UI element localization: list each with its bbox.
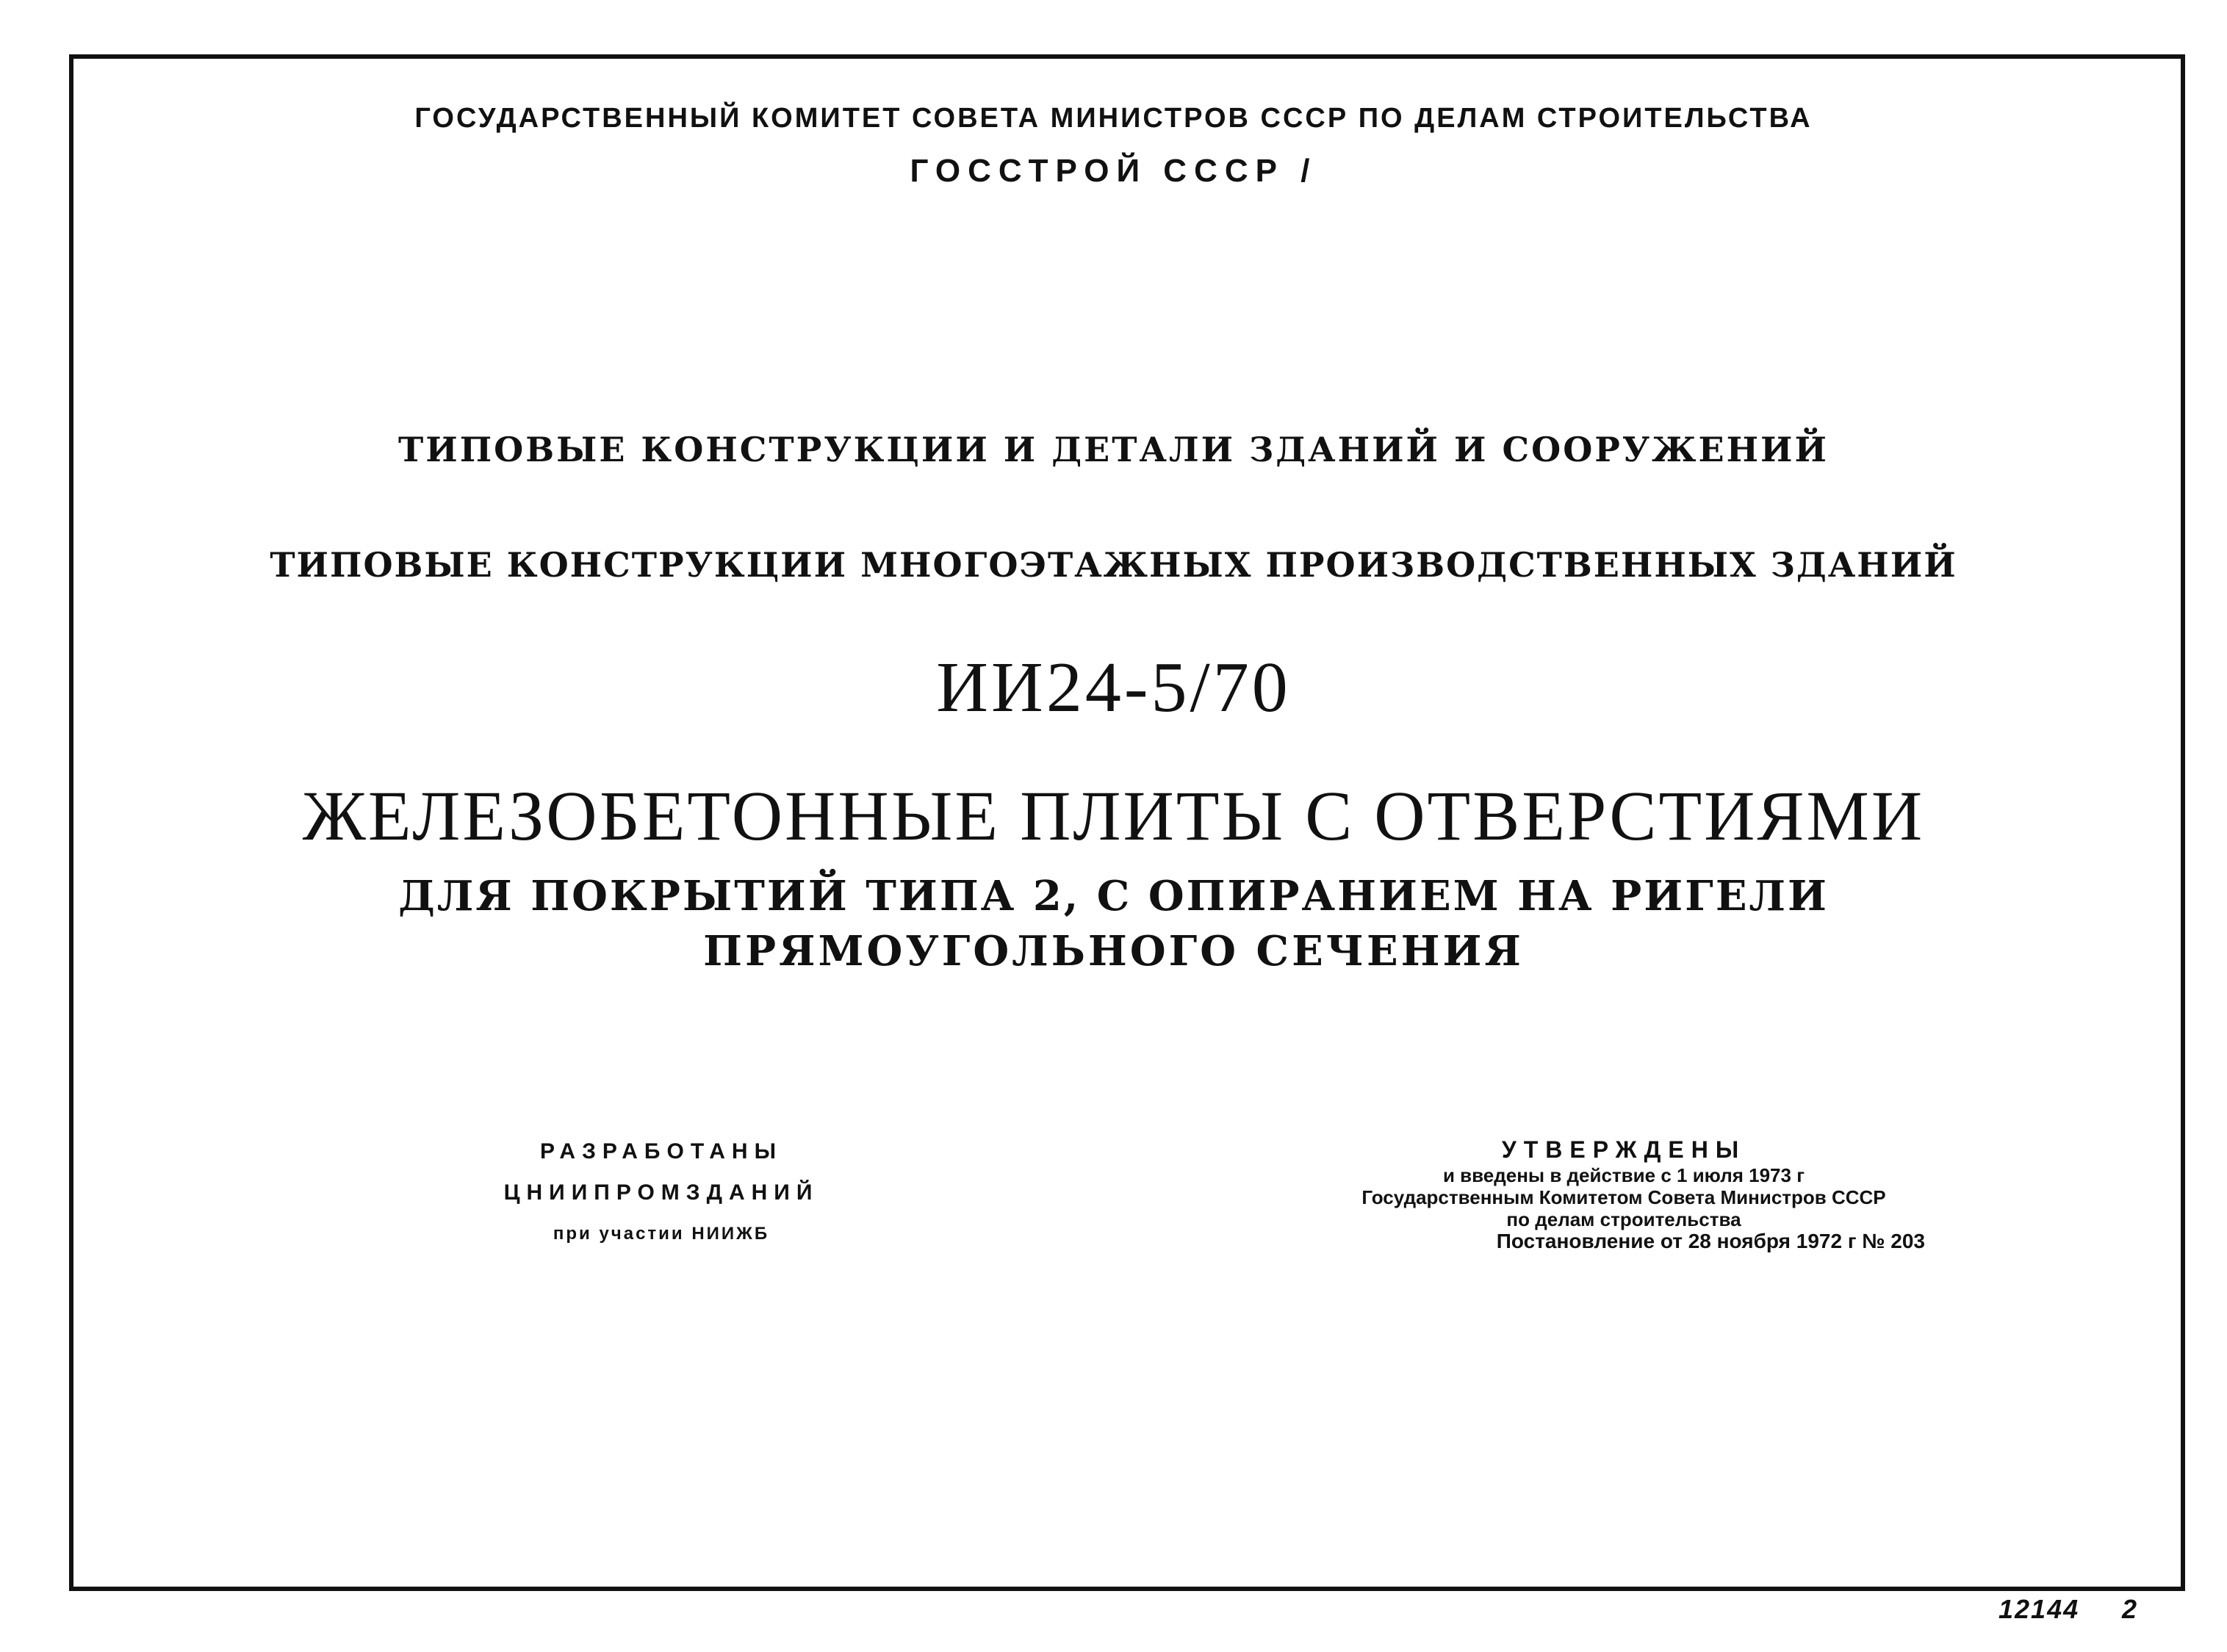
series-code: ИИ24-5/70	[936, 648, 1291, 727]
approved-block	[1286, 1135, 1962, 1252]
committee-header: ГОСУДАРСТВЕННЫЙ КОМИТЕТ СОВЕТА МИНИСТРОВ СССР ПО ДЕЛАМ СТРОИТЕЛЬСТВА	[414, 103, 1813, 134]
developed-block	[456, 1131, 867, 1255]
approved-line1: и введены в действие с 1 июля 1973 г	[1442, 1164, 1805, 1186]
approved-heading: УТВЕРЖДЕНЫ	[1501, 1136, 1746, 1163]
gosstroy-header: ГОССТРОЙ СССР /	[910, 153, 1317, 189]
approved-line2: Государственным Комитетом Совета Министров СССР	[1361, 1186, 1886, 1208]
approved-line3: по делам строительства	[1506, 1208, 1741, 1230]
document-subtitle-line2: ПРЯМОУГОЛЬНОГО СЕЧЕНИЯ	[703, 927, 1524, 975]
document-title: ЖЕЛЕЗОБЕТОННЫЕ ПЛИТЫ С ОТВЕРСТИЯМИ	[302, 776, 1925, 855]
document-number: 12144	[1998, 1594, 2080, 1624]
page-number: 2	[2122, 1594, 2137, 1624]
developed-heading: РАЗРАБОТАНЫ	[540, 1139, 782, 1164]
series-title: ТИПОВЫЕ КОНСТРУКЦИИ И ДЕТАЛИ ЗДАНИЙ И СООРУЖЕНИЙ	[398, 430, 1829, 469]
developed-participation: при участии НИИЖБ	[553, 1224, 770, 1244]
series-subtitle: ТИПОВЫЕ КОНСТРУКЦИИ МНОГОЭТАЖНЫХ ПРОИЗВОДСТВЕННЫХ ЗДАНИЙ	[270, 545, 1957, 585]
document-subtitle-line1: ДЛЯ ПОКРЫТИЙ ТИПА 2, С ОПИРАНИЕМ НА РИГЕЛИ	[398, 872, 1829, 920]
developed-org: ЦНИИПРОМЗДАНИЙ	[503, 1180, 819, 1205]
approved-line4: Постановление от 28 ноября 1972 г № 203	[1496, 1230, 1925, 1252]
